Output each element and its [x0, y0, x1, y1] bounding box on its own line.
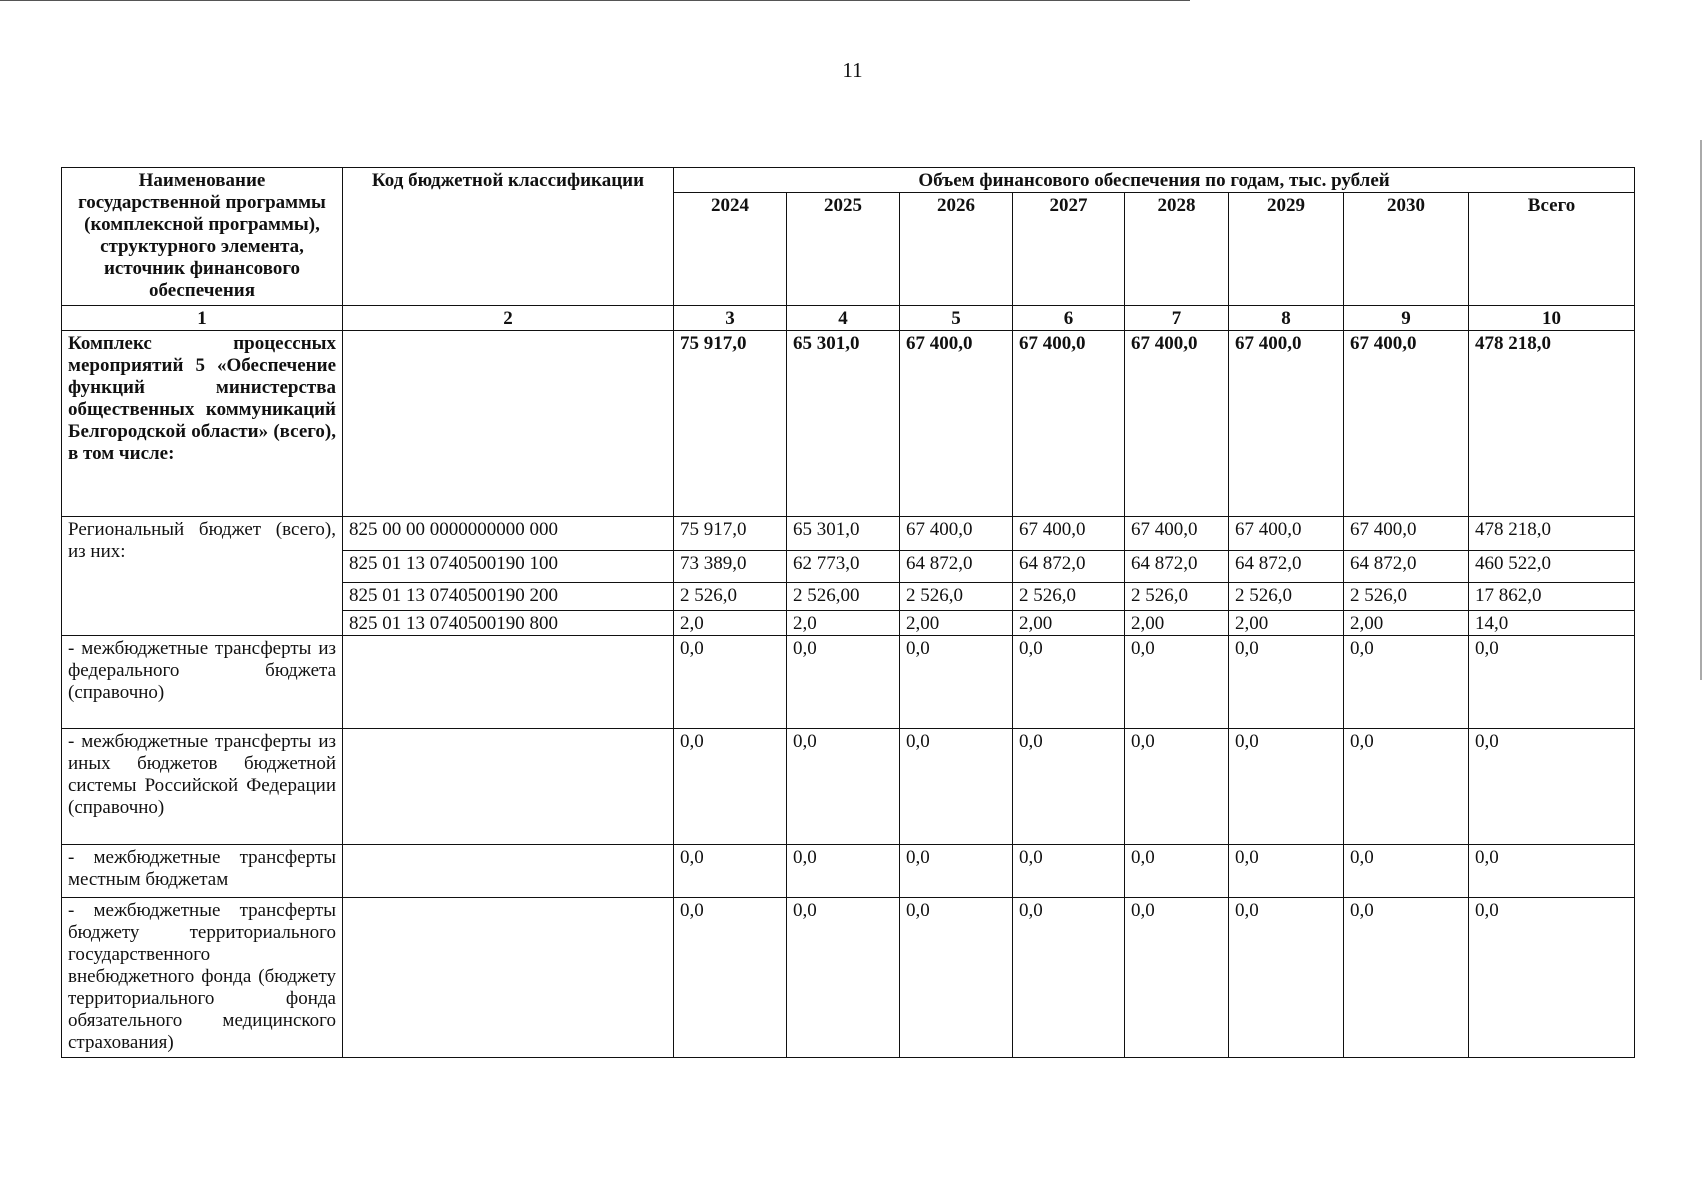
regional-value: 2 526,00 — [787, 583, 900, 611]
complex-value: 67 400,0 — [1344, 331, 1469, 517]
regional-value: 2 526,0 — [1344, 583, 1469, 611]
transfer-code — [343, 636, 674, 729]
transfer-value: 0,0 — [1125, 845, 1229, 898]
column-number: 8 — [1229, 306, 1344, 331]
transfer-value: 0,0 — [1013, 636, 1125, 729]
regional-value: 62 773,0 — [787, 551, 900, 583]
header-row-top — [62, 168, 1635, 193]
budget-code: 825 01 13 0740500190 200 — [343, 583, 674, 611]
transfer-code — [343, 898, 674, 1058]
column-number: 9 — [1344, 306, 1469, 331]
transfer-value: 0,0 — [1344, 636, 1469, 729]
transfer-total: 0,0 — [1469, 729, 1635, 845]
column-number: 3 — [674, 306, 787, 331]
column-numbers-row — [62, 306, 1635, 331]
budget-code: 825 01 13 0740500190 100 — [343, 551, 674, 583]
regional-value: 64 872,0 — [1013, 551, 1125, 583]
regional-total: 478 218,0 — [1469, 517, 1635, 551]
regional-value: 2,00 — [1013, 611, 1125, 636]
complex-total: 478 218,0 — [1469, 331, 1635, 517]
header-year: 2030 — [1344, 193, 1469, 306]
transfer-name: - межбюджетные трансферты бюджету территориального государственного внебюджетного фонда (бюджету территориального фонда обязательного медицинского страхования) — [62, 898, 343, 1058]
regional-total: 460 522,0 — [1469, 551, 1635, 583]
complex-value: 67 400,0 — [1125, 331, 1229, 517]
regional-value: 2,0 — [674, 611, 787, 636]
transfer-total: 0,0 — [1469, 898, 1635, 1058]
transfer-value: 0,0 — [1013, 898, 1125, 1058]
regional-total: 14,0 — [1469, 611, 1635, 636]
header-name: Наименование государственной программы (комплексной программы), структурного элемента, источник финансового обеспечения — [62, 168, 343, 306]
regional-value: 64 872,0 — [1344, 551, 1469, 583]
header-volume: Объем финансового обеспечения по годам, тыс. рублей — [674, 168, 1635, 193]
transfer-value: 0,0 — [674, 898, 787, 1058]
regional-value: 2 526,0 — [900, 583, 1013, 611]
complex-value: 65 301,0 — [787, 331, 900, 517]
regional-value: 64 872,0 — [900, 551, 1013, 583]
table-row-transfer-federal — [62, 636, 1635, 729]
column-number: 4 — [787, 306, 900, 331]
header-year: 2028 — [1125, 193, 1229, 306]
column-number: 6 — [1013, 306, 1125, 331]
regional-value: 67 400,0 — [1344, 517, 1469, 551]
table-row-regional — [62, 517, 1635, 551]
header-year: 2027 — [1013, 193, 1125, 306]
transfer-value: 0,0 — [900, 636, 1013, 729]
regional-value: 2,00 — [1344, 611, 1469, 636]
table-row-transfer-local — [62, 845, 1635, 898]
regional-name: Региональный бюджет (всего), из них: — [62, 517, 343, 636]
transfer-value: 0,0 — [787, 898, 900, 1058]
transfer-value: 0,0 — [1229, 729, 1344, 845]
header-year: 2026 — [900, 193, 1013, 306]
column-number: 1 — [62, 306, 343, 331]
scan-edge-mark — [1700, 140, 1702, 680]
column-number: 7 — [1125, 306, 1229, 331]
transfer-name: - межбюджетные трансферты из иных бюджетов бюджетной системы Российской Федерации (справочно) — [62, 729, 343, 845]
transfer-value: 0,0 — [674, 845, 787, 898]
regional-value: 2 526,0 — [1013, 583, 1125, 611]
regional-value: 64 872,0 — [1125, 551, 1229, 583]
regional-value: 67 400,0 — [1013, 517, 1125, 551]
complex-name: Комплекс процессных мероприятий 5 «Обеспечение функций министерства общественных коммуникаций Белгородской области» (всего), в том числе: — [62, 331, 343, 517]
transfer-total: 0,0 — [1469, 845, 1635, 898]
complex-value: 67 400,0 — [1013, 331, 1125, 517]
regional-value: 73 389,0 — [674, 551, 787, 583]
transfer-value: 0,0 — [1344, 898, 1469, 1058]
transfer-value: 0,0 — [787, 729, 900, 845]
transfer-value: 0,0 — [1344, 729, 1469, 845]
transfer-code — [343, 845, 674, 898]
transfer-total: 0,0 — [1469, 636, 1635, 729]
header-year: 2024 — [674, 193, 787, 306]
header-code: Код бюджетной классификации — [343, 168, 674, 306]
table-row-complex — [62, 331, 1635, 517]
transfer-value: 0,0 — [900, 729, 1013, 845]
regional-value: 2 526,0 — [674, 583, 787, 611]
financing-table — [61, 167, 1635, 1058]
budget-code: 825 00 00 0000000000 000 — [343, 517, 674, 551]
regional-value: 65 301,0 — [787, 517, 900, 551]
column-number: 2 — [343, 306, 674, 331]
header-year: 2025 — [787, 193, 900, 306]
regional-value: 2,00 — [1125, 611, 1229, 636]
regional-value: 64 872,0 — [1229, 551, 1344, 583]
transfer-value: 0,0 — [1229, 845, 1344, 898]
table-row-transfer-other — [62, 729, 1635, 845]
scan-top-line — [0, 0, 1190, 1]
header-year: 2029 — [1229, 193, 1344, 306]
transfer-value: 0,0 — [1125, 729, 1229, 845]
transfer-code — [343, 729, 674, 845]
regional-value: 2,00 — [1229, 611, 1344, 636]
regional-value: 67 400,0 — [1229, 517, 1344, 551]
transfer-value: 0,0 — [900, 845, 1013, 898]
transfer-value: 0,0 — [674, 729, 787, 845]
column-number: 10 — [1469, 306, 1635, 331]
transfer-value: 0,0 — [1125, 636, 1229, 729]
regional-value: 2,00 — [900, 611, 1013, 636]
regional-value: 2 526,0 — [1125, 583, 1229, 611]
complex-value: 67 400,0 — [900, 331, 1013, 517]
regional-value: 2 526,0 — [1229, 583, 1344, 611]
transfer-value: 0,0 — [1013, 729, 1125, 845]
page-number: 11 — [842, 58, 863, 82]
regional-value: 67 400,0 — [1125, 517, 1229, 551]
transfer-name: - межбюджетные трансферты местным бюджетам — [62, 845, 343, 898]
complex-value: 67 400,0 — [1229, 331, 1344, 517]
table-row-transfer-fund — [62, 898, 1635, 1058]
regional-value: 75 917,0 — [674, 517, 787, 551]
transfer-value: 0,0 — [787, 845, 900, 898]
transfer-value: 0,0 — [674, 636, 787, 729]
regional-total: 17 862,0 — [1469, 583, 1635, 611]
header-total: Всего — [1469, 193, 1635, 306]
column-number: 5 — [900, 306, 1013, 331]
transfer-value: 0,0 — [1125, 898, 1229, 1058]
transfer-value: 0,0 — [787, 636, 900, 729]
regional-value: 2,0 — [787, 611, 900, 636]
transfer-value: 0,0 — [900, 898, 1013, 1058]
transfer-name: - межбюджетные трансферты из федерального бюджета (справочно) — [62, 636, 343, 729]
transfer-value: 0,0 — [1013, 845, 1125, 898]
transfer-value: 0,0 — [1344, 845, 1469, 898]
transfer-value: 0,0 — [1229, 898, 1344, 1058]
transfer-value: 0,0 — [1229, 636, 1344, 729]
complex-code — [343, 331, 674, 517]
complex-value: 75 917,0 — [674, 331, 787, 517]
budget-code: 825 01 13 0740500190 800 — [343, 611, 674, 636]
regional-value: 67 400,0 — [900, 517, 1013, 551]
